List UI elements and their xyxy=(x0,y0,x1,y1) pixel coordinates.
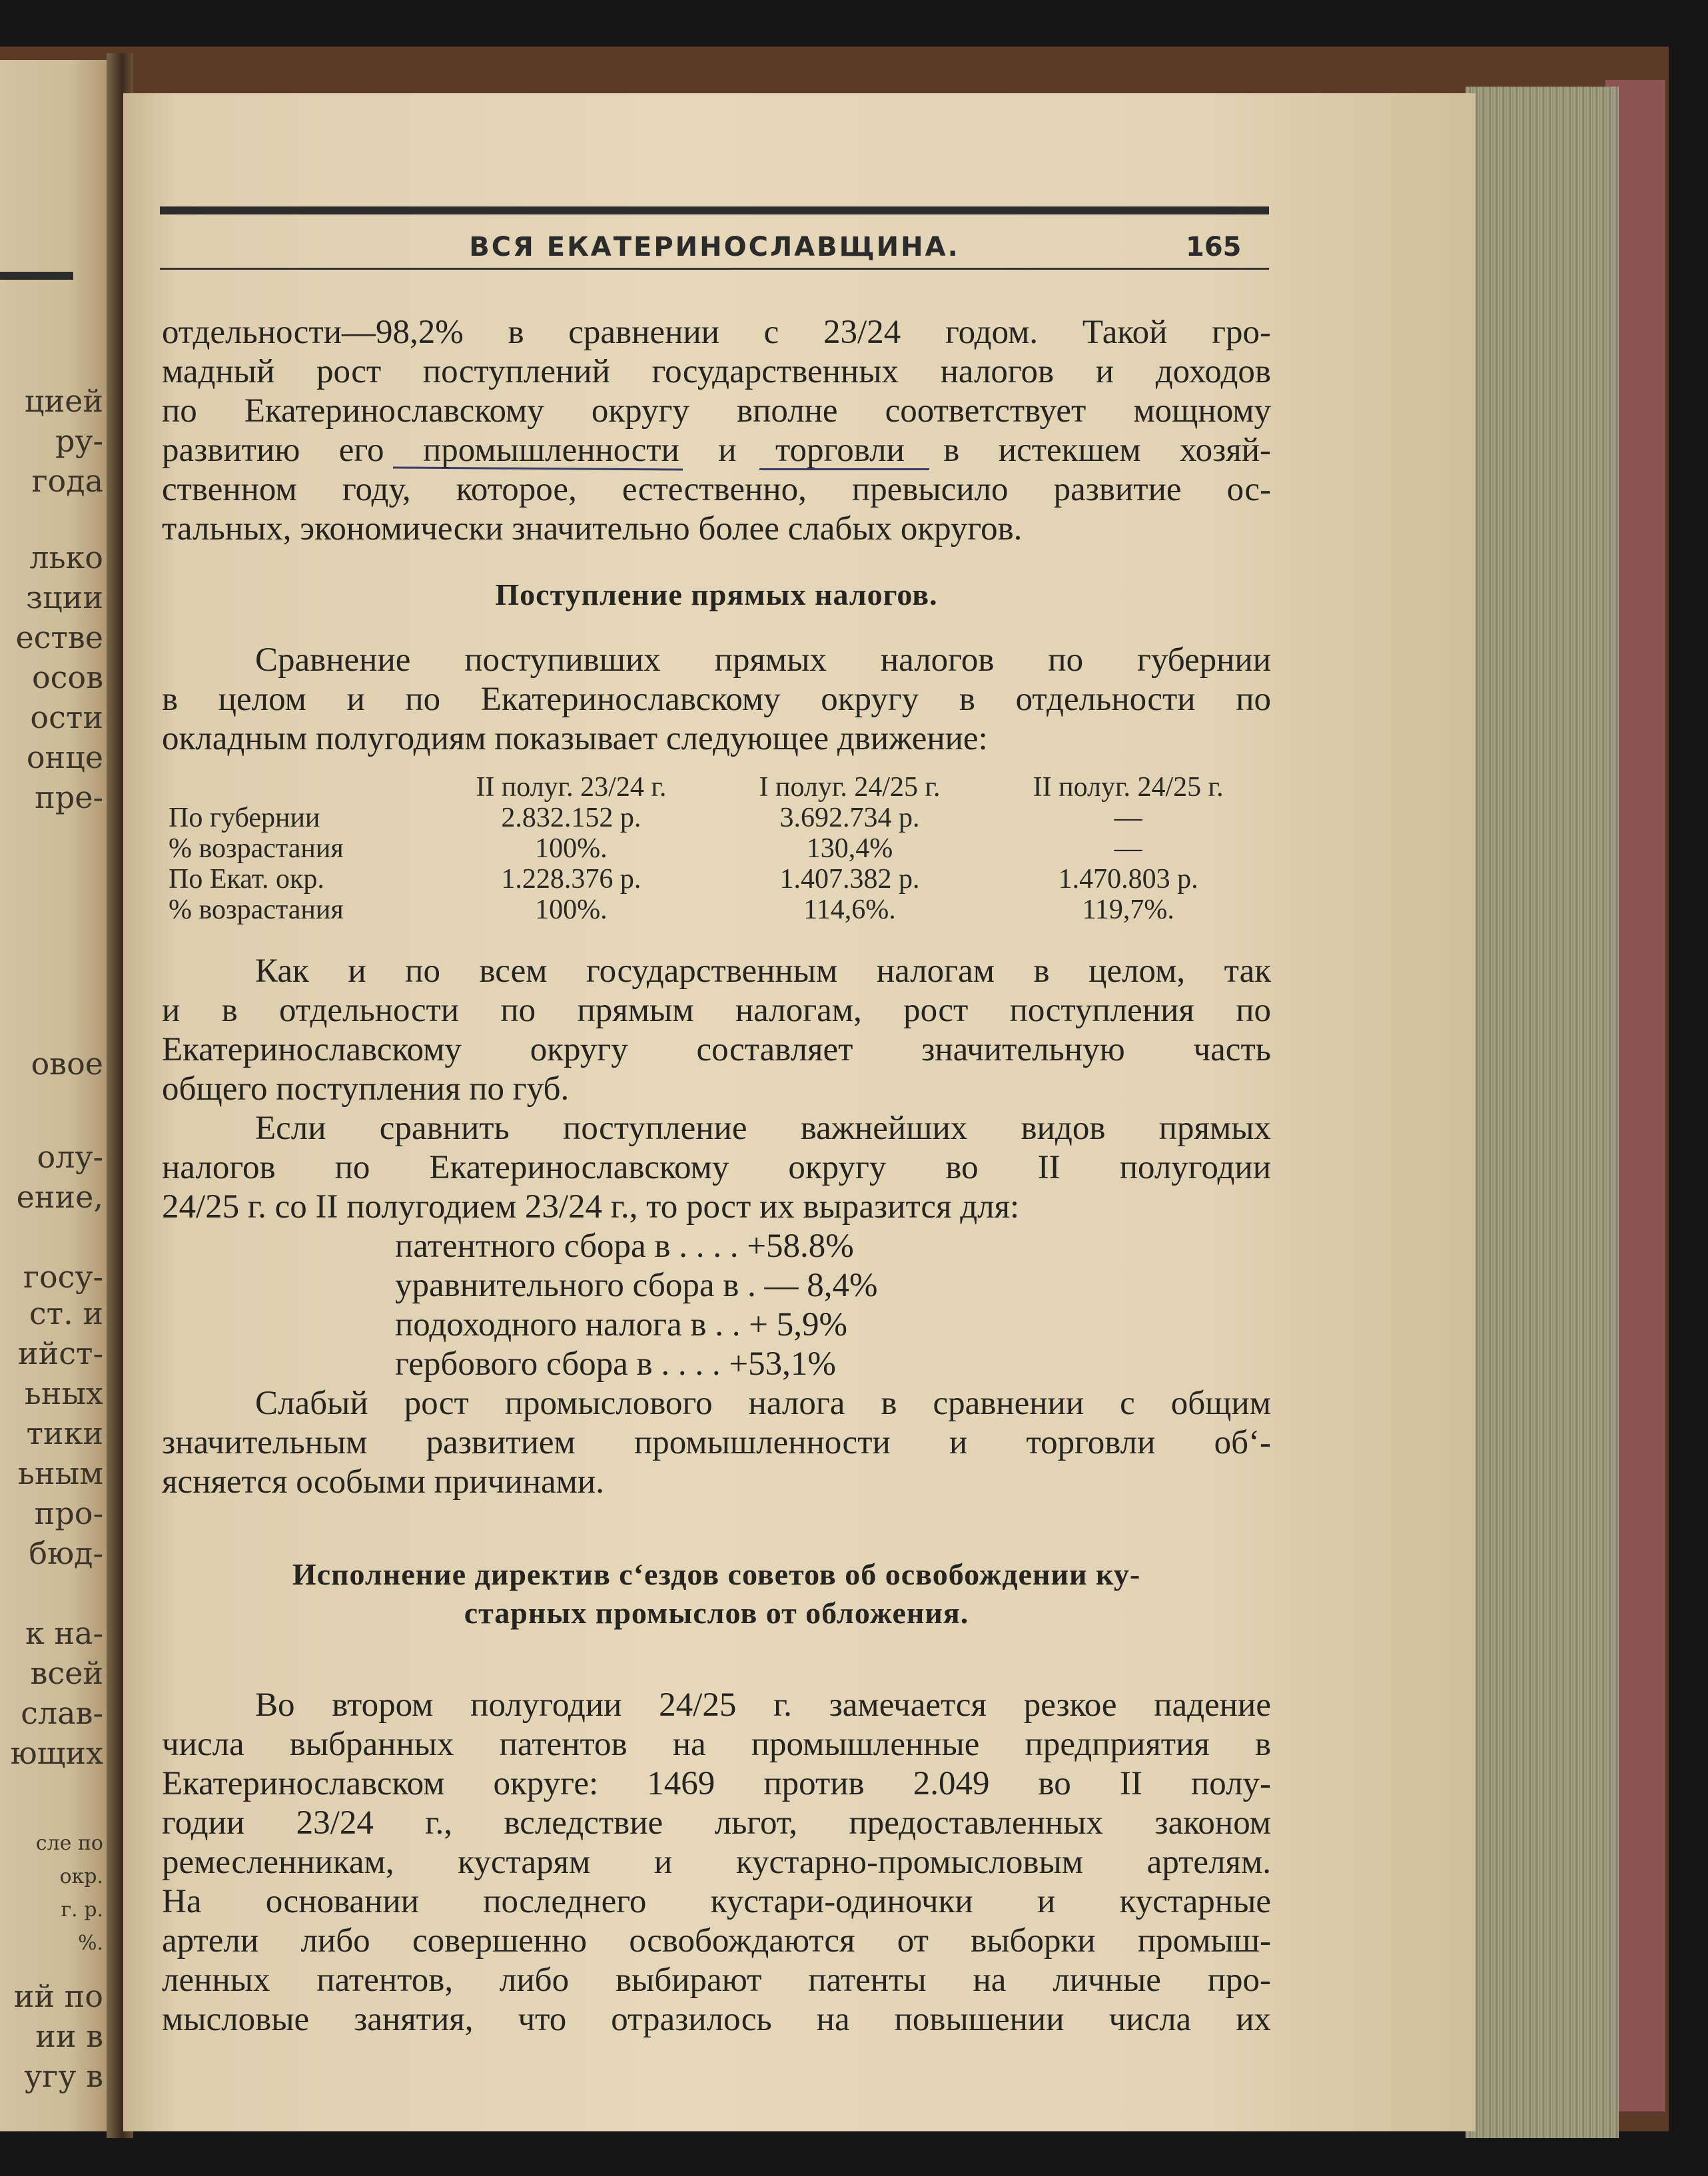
previous-page-text-fragment: ьным xyxy=(17,1455,103,1491)
table-cell: — xyxy=(1114,803,1142,833)
text-line: налогов по Екатеринославскому округу во II полугодии xyxy=(162,1149,1271,1186)
text-line: годии 23/24 г., вследствие льгот, предоставленных законом xyxy=(162,1804,1271,1842)
previous-page-text-fragment: зции xyxy=(26,579,103,615)
text-line: Во втором полугодии 24/25 г. замечается резкое падение xyxy=(255,1686,1271,1724)
previous-page-text-fragment: ий по xyxy=(13,1978,103,2014)
previous-page-text-fragment: тики xyxy=(26,1415,103,1451)
table-header-row xyxy=(162,772,1271,803)
previous-page-text-fragment: %. xyxy=(77,1932,103,1955)
previous-page-text-fragment: госу- xyxy=(23,1259,103,1295)
header-rule-thick xyxy=(160,206,1269,214)
text-line: Как и по всем государственным налогам в целом, так xyxy=(255,952,1271,990)
header-rule-thin xyxy=(160,268,1269,270)
text-line: мадный рост поступлений государственных налогов и доходов xyxy=(162,353,1271,390)
table-cell: 1.407.382 р. xyxy=(779,864,920,895)
table-row-label: По Екат. окр. xyxy=(169,864,324,895)
paragraph-growth xyxy=(162,952,1271,1109)
spacer xyxy=(162,1632,1271,1659)
table-column-header: II полуг. 23/24 г. xyxy=(476,772,667,803)
table-row-label: % возрастания xyxy=(169,895,344,925)
table-row xyxy=(162,803,1271,833)
section-heading: Поступление прямых налогов. xyxy=(495,577,938,611)
text-line: окладным полугодиям показывает следующее движение: xyxy=(162,720,988,757)
list-item: уравнительного сбора в . — 8,4% xyxy=(395,1267,878,1304)
text-line: общего поступления по губ. xyxy=(162,1070,570,1108)
table-cell: 2.832.152 р. xyxy=(501,803,641,833)
page-body xyxy=(162,313,1271,2039)
previous-page-text-fragment: лько xyxy=(29,540,103,575)
text-line: Слабый рост промыслового налога в сравнении с общим xyxy=(255,1385,1271,1422)
previous-page-text-fragment: слав- xyxy=(21,1695,103,1731)
previous-page-text-fragment: сле по xyxy=(35,1832,103,1855)
previous-page-text-fragment: к на- xyxy=(25,1615,103,1651)
text-line: мысловые занятия, что отразилось на повышении числа их xyxy=(162,2001,1271,2038)
spacer xyxy=(162,1659,1271,1686)
text-line: значительным развитием промышленности и торговли об‘- xyxy=(162,1424,1271,1461)
text-line: Сравнение поступивших прямых налогов по губернии xyxy=(255,641,1271,679)
paragraph-weak-growth xyxy=(162,1384,1271,1502)
text-line: отдельности—98,2% в сравнении с 23/24 годом. Такой гро- xyxy=(162,314,1271,351)
text-line: ленных патентов, либо выбирают патенты на личные про- xyxy=(162,1962,1271,1999)
previous-page-text-fragment: естве xyxy=(15,619,103,655)
table-cell: 130,4% xyxy=(806,833,893,864)
paragraph-patents xyxy=(162,1686,1271,2039)
previous-page-text-fragment: осов xyxy=(31,659,103,695)
paragraph-intro xyxy=(162,313,1271,549)
text-line: ственном году, которое, естественно, превысило развитие ос- xyxy=(162,471,1271,508)
text-line: Екатеринославскому округу составляет значительную часть xyxy=(162,1031,1271,1068)
previous-page-text-fragment: овое xyxy=(31,1046,103,1082)
tax-table xyxy=(162,772,1271,925)
previous-page-text-fragment: года xyxy=(31,463,103,499)
previous-page-text-fragment: г. р. xyxy=(61,1898,103,1922)
table-row xyxy=(162,864,1271,895)
section-heading: Исполнение директив с‘ездов советов об освобождении ку- xyxy=(292,1557,1141,1591)
spacer xyxy=(162,1529,1271,1555)
section-heading: старных промыслов от обложения. xyxy=(464,1596,969,1630)
table-cell: 100%. xyxy=(535,833,608,864)
tax-growth-list xyxy=(162,1227,1271,1384)
list-item: подоходного налога в . . + 5,9% xyxy=(395,1306,847,1343)
spacer xyxy=(162,1502,1271,1529)
list-item: гербового сбора в . . . . +53,1% xyxy=(395,1345,836,1383)
table-row xyxy=(162,895,1271,925)
previous-page-text-fragment: ьных xyxy=(24,1375,103,1411)
text-line: На основании последнего кустари-одиночки и кустарные xyxy=(162,1883,1271,1920)
previous-page-rule xyxy=(0,272,73,280)
table-cell: 1.470.803 р. xyxy=(1058,864,1198,895)
text-line: артели либо совершенно освобождаются от выборки промыш- xyxy=(162,1922,1271,1960)
previous-page-text-fragment: всей xyxy=(30,1655,103,1691)
previous-page-text-fragment: ющих xyxy=(10,1735,103,1771)
table-cell: 114,6%. xyxy=(803,895,896,925)
table-cell: 3.692.734 р. xyxy=(779,803,920,833)
text-line: в целом и по Екатеринославскому округу в отдельности по xyxy=(162,681,1271,718)
list-item: патентного сбора в . . . . +58.8% xyxy=(395,1228,854,1265)
page-number: 165 xyxy=(1186,232,1242,262)
table-cell: 100%. xyxy=(535,895,608,925)
table-cell: 119,7%. xyxy=(1082,895,1174,925)
page-stack xyxy=(1466,87,1619,2138)
previous-page-text-fragment: ение, xyxy=(16,1179,103,1215)
text-line: тальных, экономически значительно более слабых округов. xyxy=(162,510,1023,547)
text-line: и в отдельности по прямым налогам, рост поступления по xyxy=(162,992,1271,1029)
previous-page-text-fragment: онце xyxy=(26,739,103,775)
text-line: ремесленникам, кустарям и кустарно-промысловым артелям. xyxy=(162,1844,1271,1881)
previous-page-text-fragment: ийст- xyxy=(17,1335,103,1371)
previous-page-text-fragment: цией xyxy=(24,383,103,419)
text-line: 24/25 г. со II полугодием 23/24 г., то рост их выразится для: xyxy=(162,1188,1020,1226)
table-row-label: % возрастания xyxy=(169,833,344,864)
table-column-header: II полуг. 24/25 г. xyxy=(1033,772,1224,803)
previous-page-text-fragment: ости xyxy=(30,699,103,735)
text-line: Если сравнить поступление важнейших видов прямых xyxy=(255,1110,1271,1147)
previous-page-text-fragment: пре- xyxy=(35,779,103,815)
table-cell: — xyxy=(1114,833,1142,864)
table-cell: 1.228.376 р. xyxy=(501,864,641,895)
text-line: по Екатеринославскому округу вполне соответствует мощному xyxy=(162,392,1271,430)
text-line: Екатеринославском округе: 1469 против 2.049 во II полу- xyxy=(162,1765,1271,1802)
spacer xyxy=(162,614,1271,641)
table-row xyxy=(162,833,1271,864)
table-column-header: I полуг. 24/25 г. xyxy=(759,772,941,803)
previous-page-text-fragment: олу- xyxy=(37,1139,103,1175)
text-line: ясняется особыми причинами. xyxy=(162,1463,604,1501)
previous-page-text-fragment: ст. и xyxy=(29,1295,103,1331)
previous-page-edge xyxy=(0,60,117,2131)
previous-page-text-fragment: бюд- xyxy=(29,1535,103,1571)
table-row-label: По губернии xyxy=(169,803,320,833)
text-line: развитию его промышленности и торговли в истекшем хозяй- xyxy=(162,432,1271,469)
text-line: числа выбранных патентов на промышленные предприятия в xyxy=(162,1726,1271,1763)
table-corner xyxy=(162,772,428,803)
previous-page-text-fragment: ии в xyxy=(35,2018,103,2054)
paragraph-types xyxy=(162,1109,1271,1227)
previous-page-text-fragment: ру- xyxy=(55,423,103,459)
previous-page-text-fragment: угу в xyxy=(24,2058,103,2094)
spacer xyxy=(162,925,1271,952)
previous-page-text-fragment: окр. xyxy=(59,1865,103,1888)
running-title: ВСЯ ЕКАТЕРИНОСЛАВЩИНА. xyxy=(469,232,960,262)
paragraph-comparison xyxy=(162,641,1271,759)
previous-page-text-fragment: про- xyxy=(34,1495,103,1531)
spacer xyxy=(162,549,1271,575)
